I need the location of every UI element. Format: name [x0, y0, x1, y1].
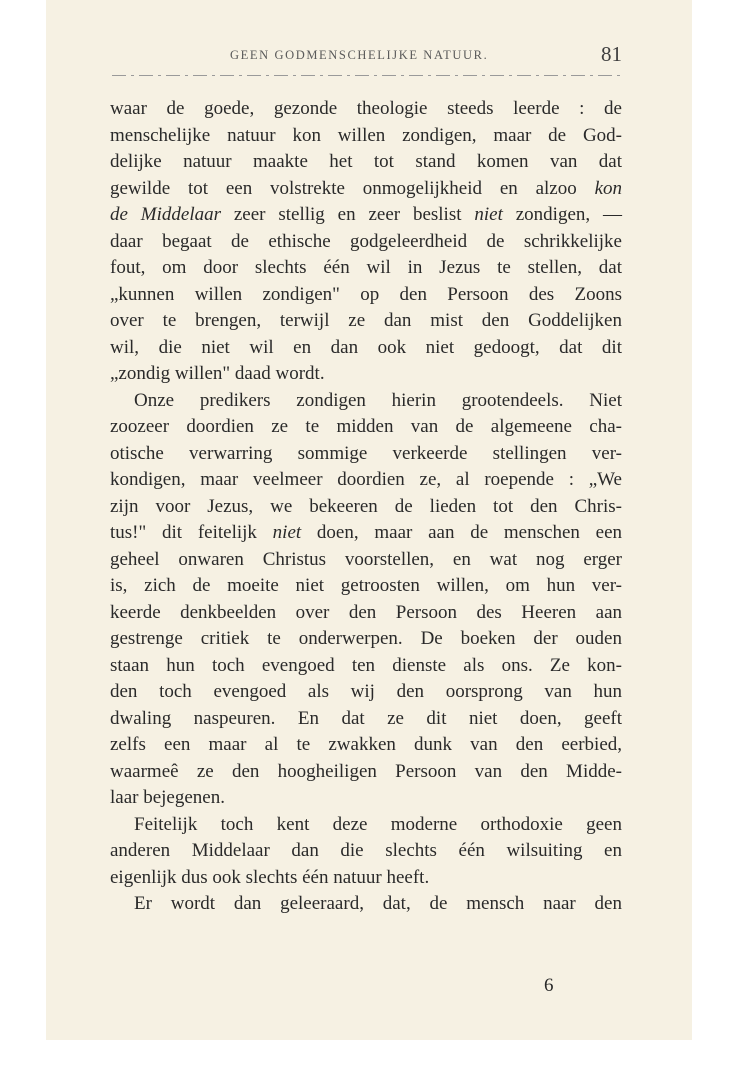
- text-line: zijn voor Jezus, we bekeeren de lieden tot den Chris-: [110, 495, 622, 517]
- text-line: delijke natuur maakte het tot stand komen van dat: [110, 151, 622, 172]
- text-line: is, zich de moeite niet getroosten willen, om hun ver-: [110, 575, 622, 596]
- text-line: daar begaat de ethische godgeleerdheid de schrikkelijke: [110, 230, 622, 252]
- text-line: gestrenge critiek te onderwerpen. De boeken der ouden: [110, 628, 622, 649]
- text-line: tus!" dit feitelijk niet doen, maar aan de menschen een: [110, 522, 622, 543]
- text-line: zelfs een maar al te zwakken dunk van den eerbied,: [110, 734, 622, 755]
- italic-emphasis: de Middelaar: [110, 204, 222, 225]
- header-rule: [112, 74, 624, 77]
- text-line: Er wordt dan geleeraard, dat, de mensch naar den: [134, 893, 622, 914]
- text-line: laar bejegenen.: [110, 787, 225, 808]
- running-head: [112, 44, 624, 66]
- running-head-title: GEEN GODMENSCHELIJKE NATUUR.: [230, 48, 489, 62]
- text-line: waar de goede, gezonde theologie steeds leerde : de: [110, 98, 622, 119]
- text-line: de Middelaar zeer stellig en zeer beslist niet zondigen, —: [110, 204, 622, 225]
- text-line: fout, om door slechts één wil in Jezus te stellen, dat: [110, 257, 622, 278]
- body-text: [110, 96, 622, 918]
- text-line: Onze predikers zondigen hierin grootendeels. Niet: [134, 389, 622, 411]
- text-line: geheel onwaren Christus voorstellen, en wat nog erger: [110, 548, 622, 570]
- text-line: zoozeer doordien ze te midden van de algemeene cha-: [110, 416, 622, 437]
- text-line: „zondig willen" daad wordt.: [110, 363, 325, 384]
- text-line: wil, die niet wil en dan ook niet gedoogt, dat dit: [110, 336, 622, 358]
- text-line: kondigen, maar veelmeer doordien ze, al roepende : „We: [110, 469, 622, 490]
- text-line: otische verwarring sommige verkeerde stellingen ver-: [110, 442, 622, 464]
- italic-emphasis: niet: [474, 204, 503, 225]
- text-line: staan hun toch evengoed ten dienste als ons. Ze kon-: [110, 654, 622, 676]
- italic-emphasis: kon: [594, 177, 622, 199]
- text-line: keerde denkbeelden over den Persoon des Heeren aan: [110, 601, 622, 623]
- text-line: over te brengen, terwijl ze dan mist den Goddelijken: [110, 310, 622, 331]
- text-line: menschelijke natuur kon willen zondigen, maar de God-: [110, 124, 622, 146]
- text-line: eigenlijk dus ook slechts één natuur heeft.: [110, 866, 430, 888]
- text-line: anderen Middelaar dan die slechts één wilsuiting en: [110, 840, 622, 861]
- text-line: dwaling naspeuren. En dat ze dit niet doen, geeft: [110, 707, 622, 729]
- text-line: den toch evengoed als wij den oorsprong van hun: [110, 681, 622, 702]
- text-line: „kunnen willen zondigen" op den Persoon des Zoons: [110, 283, 622, 305]
- text-line: Feitelijk toch kent deze moderne orthodoxie geen: [134, 813, 622, 835]
- text-line: waarmeê ze den hoogheiligen Persoon van den Midde-: [110, 760, 622, 782]
- page-number: 81: [601, 42, 622, 66]
- text-line: gewilde tot een volstrekte onmogelijkheid en alzoo kon: [110, 177, 622, 199]
- signature-mark: 6: [544, 975, 554, 996]
- italic-emphasis: niet: [272, 522, 302, 543]
